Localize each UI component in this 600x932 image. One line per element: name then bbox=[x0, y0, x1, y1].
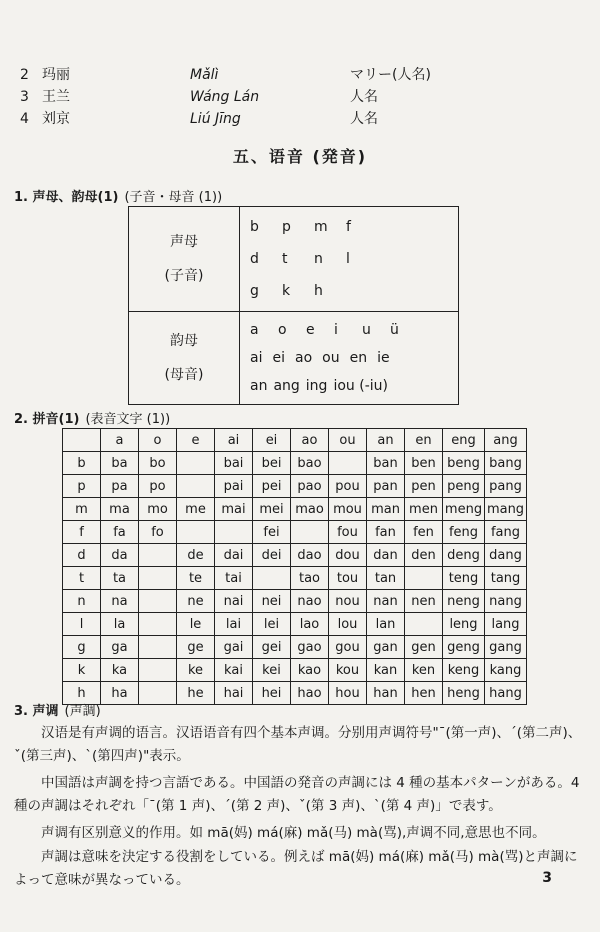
initial-cell: h bbox=[63, 682, 101, 705]
syllable-cell: tao bbox=[291, 567, 329, 590]
finals-label-jp: (母音) bbox=[164, 367, 204, 383]
syllable-cell: nan bbox=[367, 590, 405, 613]
syllable-cell: heng bbox=[443, 682, 485, 705]
syllable-cell: eng bbox=[443, 429, 485, 452]
initials-label: 声母 bbox=[170, 234, 198, 250]
syllable-cell: fen bbox=[405, 521, 443, 544]
syllable-cell bbox=[177, 475, 215, 498]
syllable-cell: mei bbox=[253, 498, 291, 521]
heading-subtitle: (声調) bbox=[64, 704, 101, 719]
initial-cell bbox=[63, 429, 101, 452]
syllable-cell bbox=[139, 636, 177, 659]
hanzi: 玛丽 bbox=[42, 67, 70, 83]
initials-label-cell bbox=[129, 207, 240, 312]
vowel: ang bbox=[273, 378, 300, 394]
vowel: iou (-iu) bbox=[333, 378, 388, 394]
vowel-row bbox=[250, 372, 448, 400]
syllable-cell: mai bbox=[215, 498, 253, 521]
syllable-cell: ao bbox=[291, 429, 329, 452]
initial-cell: b bbox=[63, 452, 101, 475]
syllable-cell: ang bbox=[485, 429, 527, 452]
consonant: d bbox=[250, 251, 259, 267]
syllable-cell: de bbox=[177, 544, 215, 567]
page-number: 3 bbox=[542, 870, 552, 886]
syllable-cell: kai bbox=[215, 659, 253, 682]
name-row bbox=[20, 86, 470, 108]
syllable-cell: ban bbox=[367, 452, 405, 475]
heading-text: 1. 声母、韵母(1) bbox=[14, 190, 119, 205]
syllable-cell: lou bbox=[329, 613, 367, 636]
pinyin-row bbox=[63, 544, 527, 567]
syllable-cell: ai bbox=[215, 429, 253, 452]
consonant: n bbox=[314, 251, 323, 267]
syllable-cell: ne bbox=[177, 590, 215, 613]
syllable-cell: pai bbox=[215, 475, 253, 498]
initials-cell bbox=[240, 207, 459, 312]
consonant: l bbox=[346, 251, 350, 267]
syllable-cell: feng bbox=[443, 521, 485, 544]
initial-cell: t bbox=[63, 567, 101, 590]
initial-cell: p bbox=[63, 475, 101, 498]
syllable-cell: ben bbox=[405, 452, 443, 475]
syllable-cell: tai bbox=[215, 567, 253, 590]
vowel: u bbox=[362, 322, 371, 338]
syllable-cell: ou bbox=[329, 429, 367, 452]
syllable-cell: me bbox=[177, 498, 215, 521]
syllable-cell: fa bbox=[101, 521, 139, 544]
syllable-cell: gen bbox=[405, 636, 443, 659]
syllable-cell bbox=[139, 659, 177, 682]
pinyin-grid bbox=[62, 428, 527, 705]
syllable-cell: ke bbox=[177, 659, 215, 682]
consonant: h bbox=[314, 283, 323, 299]
finals-label: 韵母 bbox=[170, 333, 198, 349]
syllable-cell: ken bbox=[405, 659, 443, 682]
vowel: ou bbox=[322, 350, 340, 366]
vowel: ie bbox=[377, 350, 390, 366]
heading-text: 2. 拼音(1) bbox=[14, 412, 80, 427]
pinyin-row bbox=[63, 452, 527, 475]
syllable-cell bbox=[139, 590, 177, 613]
syllable-cell: dan bbox=[367, 544, 405, 567]
consonant-row bbox=[250, 275, 448, 307]
initial-cell: f bbox=[63, 521, 101, 544]
syllable-cell: mao bbox=[291, 498, 329, 521]
pinyin-row bbox=[63, 567, 527, 590]
tones-paragraph-zh-2: 声调有区别意义的作用。如 mā(妈) má(麻) mǎ(马) mà(骂),声调不同,意思也不同。 bbox=[41, 825, 546, 841]
syllable-cell: hao bbox=[291, 682, 329, 705]
pinyin-row bbox=[63, 682, 527, 705]
syllable-cell bbox=[405, 567, 443, 590]
syllable-cell: han bbox=[367, 682, 405, 705]
syllable-cell: pan bbox=[367, 475, 405, 498]
name-row bbox=[20, 108, 470, 130]
section-title: 五、语音 (発音) bbox=[232, 147, 368, 166]
syllable-cell: e bbox=[177, 429, 215, 452]
syllable-cell bbox=[139, 544, 177, 567]
heading-text: 3. 声调 bbox=[14, 704, 59, 719]
syllable-cell: pou bbox=[329, 475, 367, 498]
tones-paragraph-zh-1: 汉语是有声调的语言。汉语语音有四个基本声调。分别用声调符号"ˉ(第一声)、ˊ(第二声)、ˇ(第三声)、ˋ(第四声)"表示。 bbox=[14, 725, 582, 764]
tones-paragraph-jp-2: 声調は意味を決定する役割をしている。例えば mā(妈) má(麻) mǎ(马) mà(骂)と声調によって意味が異なっている。 bbox=[14, 849, 578, 888]
syllable-cell: den bbox=[405, 544, 443, 567]
syllable-cell: le bbox=[177, 613, 215, 636]
tones-heading bbox=[14, 700, 101, 719]
pinyin-row bbox=[63, 613, 527, 636]
syllable-cell: gang bbox=[485, 636, 527, 659]
syllable-cell: po bbox=[139, 475, 177, 498]
syllable-cell: ta bbox=[101, 567, 139, 590]
shengmu-heading bbox=[14, 186, 222, 205]
syllable-cell: bao bbox=[291, 452, 329, 475]
syllable-cell: pen bbox=[405, 475, 443, 498]
syllable-cell bbox=[215, 521, 253, 544]
syllable-cell: dai bbox=[215, 544, 253, 567]
syllable-cell: nai bbox=[215, 590, 253, 613]
vowel: ai bbox=[250, 350, 263, 366]
initials-label-jp: (子音) bbox=[164, 268, 204, 284]
pinyin-heading bbox=[14, 408, 170, 427]
finals-cell bbox=[240, 312, 459, 405]
syllable-cell bbox=[139, 613, 177, 636]
syllable-cell: pa bbox=[101, 475, 139, 498]
syllable-cell: men bbox=[405, 498, 443, 521]
vowel: ü bbox=[390, 322, 399, 338]
syllable-cell: tan bbox=[367, 567, 405, 590]
syllable-cell: lai bbox=[215, 613, 253, 636]
syllable-cell: dao bbox=[291, 544, 329, 567]
consonant: t bbox=[282, 251, 288, 267]
syllable-cell: bang bbox=[485, 452, 527, 475]
heading-subtitle: (表音文字 (1)) bbox=[85, 412, 171, 427]
hanzi: 刘京 bbox=[42, 111, 70, 127]
syllable-cell: nou bbox=[329, 590, 367, 613]
syllable-cell: kan bbox=[367, 659, 405, 682]
vowel-row bbox=[250, 316, 448, 344]
syllable-cell: mo bbox=[139, 498, 177, 521]
syllable-cell: te bbox=[177, 567, 215, 590]
initial-cell: k bbox=[63, 659, 101, 682]
syllable-cell: bei bbox=[253, 452, 291, 475]
syllable-cell: mang bbox=[485, 498, 527, 521]
syllable-cell bbox=[177, 452, 215, 475]
consonant-row bbox=[250, 211, 448, 243]
syllable-cell: fang bbox=[485, 521, 527, 544]
syllable-cell: nei bbox=[253, 590, 291, 613]
syllable-cell: ei bbox=[253, 429, 291, 452]
initials-finals-table bbox=[128, 206, 459, 405]
syllable-cell: kao bbox=[291, 659, 329, 682]
syllable-cell: an bbox=[367, 429, 405, 452]
syllable-cell: lao bbox=[291, 613, 329, 636]
syllable-cell: dang bbox=[485, 544, 527, 567]
syllable-cell: beng bbox=[443, 452, 485, 475]
syllable-cell: hai bbox=[215, 682, 253, 705]
consonant: m bbox=[314, 219, 328, 235]
syllable-cell: fei bbox=[253, 521, 291, 544]
syllable-cell: he bbox=[177, 682, 215, 705]
syllable-cell: ga bbox=[101, 636, 139, 659]
syllable-cell bbox=[291, 521, 329, 544]
syllable-cell: pei bbox=[253, 475, 291, 498]
syllable-cell: gao bbox=[291, 636, 329, 659]
japanese-gloss: マリー(人名) bbox=[350, 67, 431, 83]
hanzi: 王兰 bbox=[42, 89, 70, 105]
syllable-cell: ha bbox=[101, 682, 139, 705]
syllable-cell: gai bbox=[215, 636, 253, 659]
syllable-cell: lan bbox=[367, 613, 405, 636]
consonant: f bbox=[346, 219, 351, 235]
initial-cell: l bbox=[63, 613, 101, 636]
syllable-cell: nang bbox=[485, 590, 527, 613]
syllable-cell: mou bbox=[329, 498, 367, 521]
vowel-row bbox=[250, 344, 448, 372]
syllable-cell: leng bbox=[443, 613, 485, 636]
syllable-cell: man bbox=[367, 498, 405, 521]
pinyin: Wáng Lán bbox=[190, 89, 260, 105]
vowel: i bbox=[334, 322, 338, 338]
syllable-cell: o bbox=[139, 429, 177, 452]
name-row bbox=[20, 64, 470, 86]
syllable-cell bbox=[329, 452, 367, 475]
syllable-cell: meng bbox=[443, 498, 485, 521]
syllable-cell: dei bbox=[253, 544, 291, 567]
syllable-cell: kei bbox=[253, 659, 291, 682]
japanese-gloss: 人名 bbox=[350, 89, 378, 105]
syllable-cell: hou bbox=[329, 682, 367, 705]
consonant: k bbox=[282, 283, 291, 299]
syllable-cell: fo bbox=[139, 521, 177, 544]
syllable-cell: bai bbox=[215, 452, 253, 475]
syllable-cell: kou bbox=[329, 659, 367, 682]
syllable-cell: na bbox=[101, 590, 139, 613]
syllable-cell: fan bbox=[367, 521, 405, 544]
syllable-cell: peng bbox=[443, 475, 485, 498]
vowel: o bbox=[278, 322, 287, 338]
heading-subtitle: (子音・母音 (1)) bbox=[124, 190, 223, 205]
syllable-cell: hen bbox=[405, 682, 443, 705]
syllable-cell: a bbox=[101, 429, 139, 452]
pinyin-row bbox=[63, 475, 527, 498]
vowel: a bbox=[250, 322, 259, 338]
syllable-cell bbox=[253, 567, 291, 590]
syllable-cell: pang bbox=[485, 475, 527, 498]
syllable-cell: hei bbox=[253, 682, 291, 705]
vowel: ei bbox=[272, 350, 285, 366]
syllable-cell: gei bbox=[253, 636, 291, 659]
vowel: e bbox=[306, 322, 315, 338]
tones-paragraph-jp-1: 中国語は声調を持つ言語である。中国語の発音の声調には 4 種の基本パターンがある。4 種の声調はそれぞれ「ˉ(第 1 声)、ˊ(第 2 声)、ˇ(第 3 声)、ˋ(第 4 声)」で表す。 bbox=[14, 775, 580, 814]
consonant-row bbox=[250, 243, 448, 275]
syllable-cell: hang bbox=[485, 682, 527, 705]
vowel: an bbox=[250, 378, 268, 394]
syllable-cell: nao bbox=[291, 590, 329, 613]
syllable-cell: fou bbox=[329, 521, 367, 544]
syllable-cell: tou bbox=[329, 567, 367, 590]
syllable-cell: la bbox=[101, 613, 139, 636]
vowel: ao bbox=[294, 350, 313, 366]
japanese-gloss: 人名 bbox=[350, 111, 378, 127]
pinyin-row bbox=[63, 429, 527, 452]
pinyin-row bbox=[63, 521, 527, 544]
syllable-cell: ma bbox=[101, 498, 139, 521]
syllable-cell: kang bbox=[485, 659, 527, 682]
syllable-cell bbox=[139, 567, 177, 590]
syllable-cell: geng bbox=[443, 636, 485, 659]
consonant: g bbox=[250, 283, 259, 299]
syllable-cell: da bbox=[101, 544, 139, 567]
pinyin: Mǎlì bbox=[190, 67, 219, 83]
row-number: 4 bbox=[20, 111, 29, 127]
initial-cell: d bbox=[63, 544, 101, 567]
syllable-cell: tang bbox=[485, 567, 527, 590]
syllable-cell: ge bbox=[177, 636, 215, 659]
syllable-cell: gan bbox=[367, 636, 405, 659]
syllable-cell: pao bbox=[291, 475, 329, 498]
consonant: p bbox=[282, 219, 291, 235]
initial-cell: g bbox=[63, 636, 101, 659]
pinyin-row bbox=[63, 498, 527, 521]
row-number: 3 bbox=[20, 89, 29, 105]
syllable-cell: deng bbox=[443, 544, 485, 567]
syllable-cell: lei bbox=[253, 613, 291, 636]
initial-cell: n bbox=[63, 590, 101, 613]
consonant: b bbox=[250, 219, 259, 235]
row-number: 2 bbox=[20, 67, 29, 83]
syllable-cell: en bbox=[405, 429, 443, 452]
finals-label-cell bbox=[129, 312, 240, 405]
vowel: ing bbox=[305, 378, 328, 394]
pinyin-row bbox=[63, 636, 527, 659]
syllable-cell: bo bbox=[139, 452, 177, 475]
syllable-cell: keng bbox=[443, 659, 485, 682]
syllable-cell: ba bbox=[101, 452, 139, 475]
initial-cell: m bbox=[63, 498, 101, 521]
syllable-cell bbox=[405, 613, 443, 636]
pinyin-row bbox=[63, 659, 527, 682]
syllable-cell: gou bbox=[329, 636, 367, 659]
pinyin: Liú Jīng bbox=[190, 111, 241, 127]
syllable-cell bbox=[177, 521, 215, 544]
syllable-cell: nen bbox=[405, 590, 443, 613]
syllable-cell: neng bbox=[443, 590, 485, 613]
syllable-cell: lang bbox=[485, 613, 527, 636]
name-list bbox=[20, 64, 470, 130]
syllable-cell: ka bbox=[101, 659, 139, 682]
syllable-cell: dou bbox=[329, 544, 367, 567]
syllable-cell bbox=[139, 682, 177, 705]
vowel: en bbox=[349, 350, 368, 366]
syllable-cell: teng bbox=[443, 567, 485, 590]
pinyin-row bbox=[63, 590, 527, 613]
